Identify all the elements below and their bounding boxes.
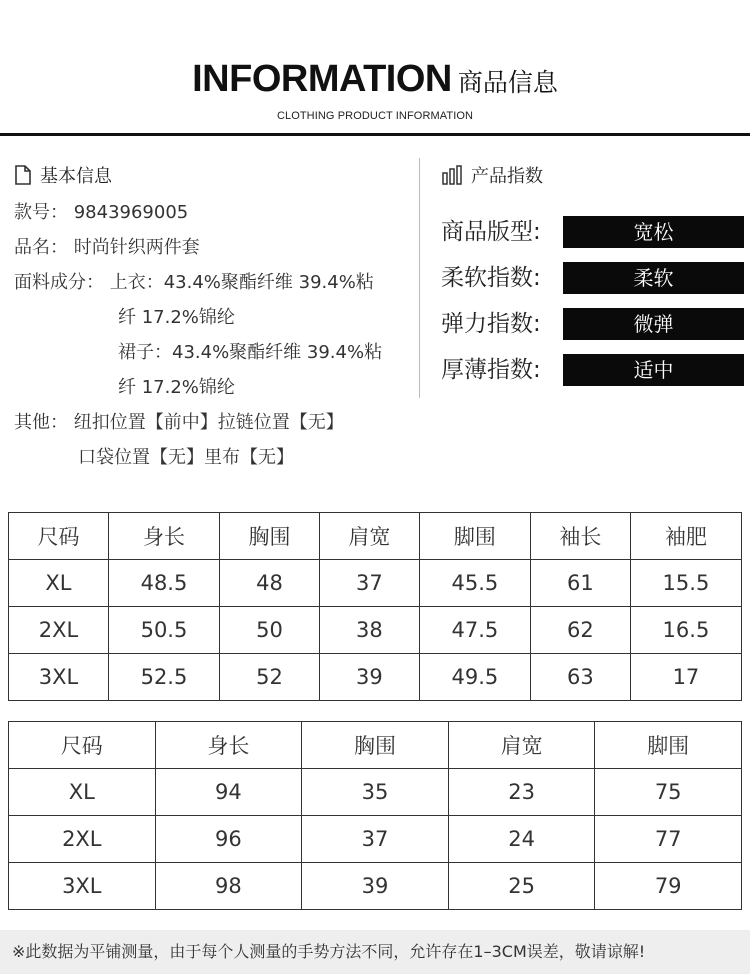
basic-info-section: [14, 160, 414, 475]
table-cell: 17: [630, 654, 741, 701]
basic-info-heading: [14, 160, 414, 190]
title-cn: 商品信息: [457, 68, 558, 97]
header-cell: 身长: [155, 722, 302, 769]
table-cell: 52.5: [108, 654, 219, 701]
header-divider: [0, 133, 750, 136]
table-row: [9, 560, 742, 607]
index-label: 厚薄指数:: [441, 357, 541, 383]
table-cell: 39: [302, 863, 449, 910]
header-cell: 袖长: [530, 513, 630, 560]
table-cell: 79: [595, 863, 742, 910]
header-cell: 尺码: [9, 513, 109, 560]
page-title: [0, 58, 750, 101]
index-row-elasticity: [441, 308, 746, 340]
header-cell: 脚围: [419, 513, 530, 560]
table-cell: 38: [319, 607, 419, 654]
table-row: [9, 816, 742, 863]
info-line-name: 品名： 时尚针织两件套: [14, 237, 200, 258]
table-cell: XL: [9, 769, 156, 816]
table-cell: 61: [530, 560, 630, 607]
index-label: 商品版型:: [441, 219, 541, 245]
subtitle: CLOTHING PRODUCT INFORMATION: [276, 110, 474, 122]
table-cell: 49.5: [419, 654, 530, 701]
index-label: 柔软指数:: [441, 265, 541, 291]
table-cell: 45.5: [419, 560, 530, 607]
table-cell: 94: [155, 769, 302, 816]
table-cell: 2XL: [9, 816, 156, 863]
info-line-skirt-cont: 纤 17.2%锦纶: [118, 377, 235, 398]
info-line-fabric-cont: 纤 17.2%锦纶: [118, 307, 235, 328]
table-cell: 50: [219, 607, 319, 654]
table-row: [9, 769, 742, 816]
table-header-row: [9, 513, 742, 560]
index-row-softness: [441, 262, 746, 294]
table-cell: 37: [302, 816, 449, 863]
header-cell: 肩宽: [448, 722, 595, 769]
header-cell: 身长: [108, 513, 219, 560]
size-table-top: [8, 512, 742, 701]
measurement-note: ※此数据为平铺测量，由于每个人测量的手势方法不同，允许存在1–3CM误差，敬请谅解!: [0, 930, 750, 974]
table-header-row: [9, 722, 742, 769]
product-index-section: [441, 160, 746, 383]
table-row: [9, 607, 742, 654]
index-label: 弹力指数:: [441, 311, 541, 337]
table-row: [9, 654, 742, 701]
table-cell: 98: [155, 863, 302, 910]
table-cell: 77: [595, 816, 742, 863]
table-cell: 37: [319, 560, 419, 607]
basic-info-lines: [14, 195, 414, 475]
product-index-heading: [441, 160, 746, 190]
table-cell: 23: [448, 769, 595, 816]
bar-chart-icon: [441, 165, 463, 185]
header-cell: 胸围: [302, 722, 449, 769]
table-cell: 75: [595, 769, 742, 816]
header: [0, 0, 750, 140]
table-cell: 3XL: [9, 654, 109, 701]
table-cell: 3XL: [9, 863, 156, 910]
table-cell: 47.5: [419, 607, 530, 654]
basic-info-title: 基本信息: [40, 166, 112, 187]
info-line-skirt: 裙子：43.4%聚酯纤维 39.4%粘: [118, 342, 383, 363]
header-cell: 肩宽: [319, 513, 419, 560]
product-index-title: 产品指数: [471, 166, 543, 187]
table-cell: 16.5: [630, 607, 741, 654]
document-icon: [14, 165, 32, 185]
table-cell: 48: [219, 560, 319, 607]
section-divider: [419, 158, 420, 398]
info-line-other-cont: 口袋位置【无】里布【无】: [78, 447, 294, 468]
index-value: 适中: [563, 354, 744, 386]
table-cell: 52: [219, 654, 319, 701]
table-cell: 96: [155, 816, 302, 863]
table-cell: 39: [319, 654, 419, 701]
table-cell: 25: [448, 863, 595, 910]
header-cell: 胸围: [219, 513, 319, 560]
table-cell: 62: [530, 607, 630, 654]
table-cell: 50.5: [108, 607, 219, 654]
table-cell: 35: [302, 769, 449, 816]
header-cell: 脚围: [595, 722, 742, 769]
index-row-fit: [441, 216, 746, 248]
header-cell: 袖肥: [630, 513, 741, 560]
table-cell: 15.5: [630, 560, 741, 607]
index-value: 微弹: [563, 308, 744, 340]
table-cell: XL: [9, 560, 109, 607]
index-value: 柔软: [563, 262, 744, 294]
table-cell: 24: [448, 816, 595, 863]
size-table-bottom: [8, 721, 742, 910]
table-row: [9, 863, 742, 910]
index-value: 宽松: [563, 216, 744, 248]
index-row-thickness: [441, 354, 746, 386]
info-line-fabric: 面料成分： 上衣：43.4%聚酯纤维 39.4%粘: [14, 272, 374, 293]
header-cell: 尺码: [9, 722, 156, 769]
info-line-other: 其他： 纽扣位置【前中】拉链位置【无】: [14, 412, 344, 433]
table-cell: 2XL: [9, 607, 109, 654]
table-cell: 63: [530, 654, 630, 701]
info-line-style-no: 款号： 9843969005: [14, 202, 189, 223]
table-cell: 48.5: [108, 560, 219, 607]
title-en: INFORMATION: [192, 58, 452, 100]
